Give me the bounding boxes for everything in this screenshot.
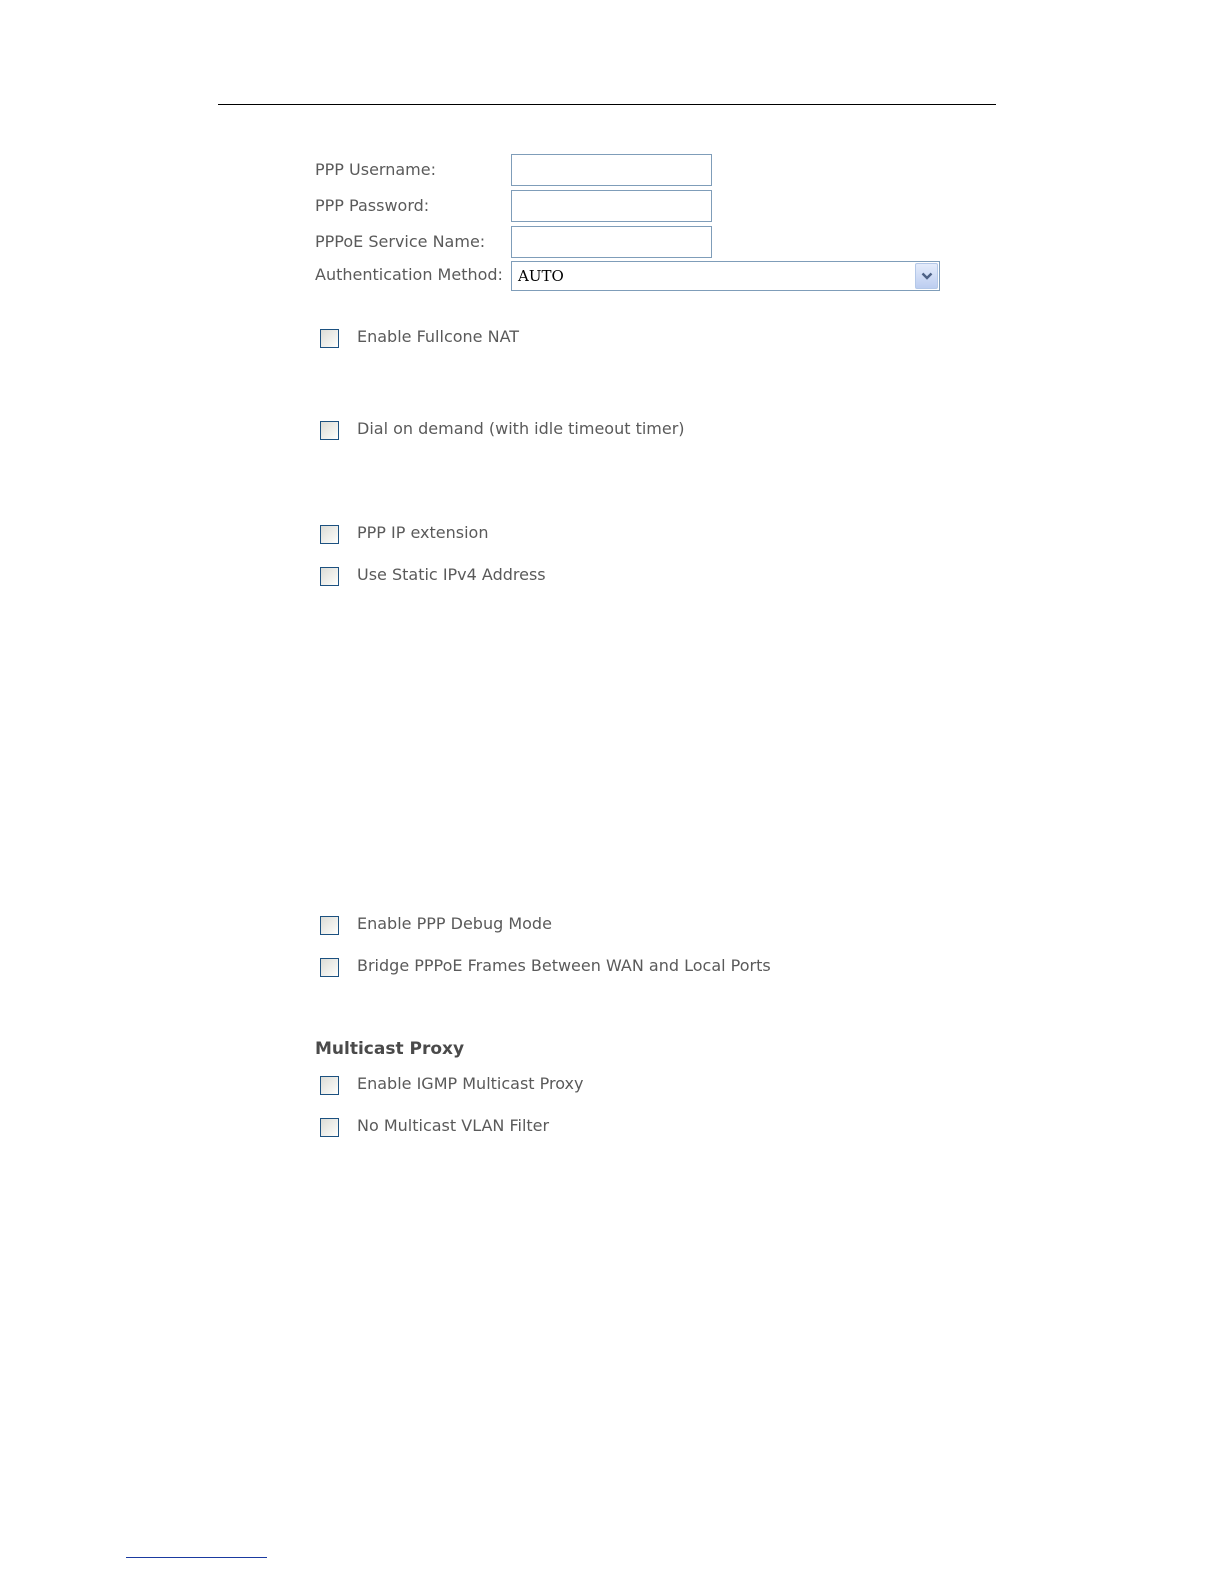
authentication-method-label: Authentication Method: (315, 265, 503, 284)
pppoe-service-name-label: PPPoE Service Name: (315, 232, 486, 251)
authentication-method-value: AUTO (518, 267, 564, 285)
fullcone-nat-label: Enable Fullcone NAT (357, 327, 520, 346)
ppp-ip-extension-checkbox[interactable] (320, 525, 339, 544)
pppoe-service-name-input[interactable] (511, 226, 712, 258)
multicast-proxy-heading: Multicast Proxy (315, 1039, 465, 1059)
ppp-debug-label: Enable PPP Debug Mode (357, 914, 552, 933)
static-ipv4-checkbox[interactable] (320, 567, 339, 586)
dial-on-demand-label: Dial on demand (with idle timeout timer) (357, 419, 685, 438)
ppp-username-label: PPP Username: (315, 160, 436, 179)
header-divider (218, 104, 996, 105)
no-vlan-filter-label: No Multicast VLAN Filter (357, 1116, 550, 1135)
fullcone-nat-checkbox[interactable] (320, 329, 339, 348)
ppp-ip-extension-label: PPP IP extension (357, 523, 489, 542)
bridge-pppoe-checkbox[interactable] (320, 958, 339, 977)
no-vlan-filter-checkbox[interactable] (320, 1118, 339, 1137)
bridge-pppoe-label: Bridge PPPoE Frames Between WAN and Local Ports (357, 956, 771, 975)
footnote-divider (126, 1557, 267, 1558)
ppp-password-input[interactable] (511, 190, 712, 222)
ppp-password-label: PPP Password: (315, 196, 430, 215)
static-ipv4-label: Use Static IPv4 Address (357, 565, 546, 584)
chevron-down-icon[interactable] (915, 263, 938, 289)
dial-on-demand-checkbox[interactable] (320, 421, 339, 440)
authentication-method-select[interactable] (511, 261, 940, 291)
ppp-username-input[interactable] (511, 154, 712, 186)
igmp-proxy-checkbox[interactable] (320, 1076, 339, 1095)
igmp-proxy-label: Enable IGMP Multicast Proxy (357, 1074, 584, 1093)
ppp-debug-checkbox[interactable] (320, 916, 339, 935)
